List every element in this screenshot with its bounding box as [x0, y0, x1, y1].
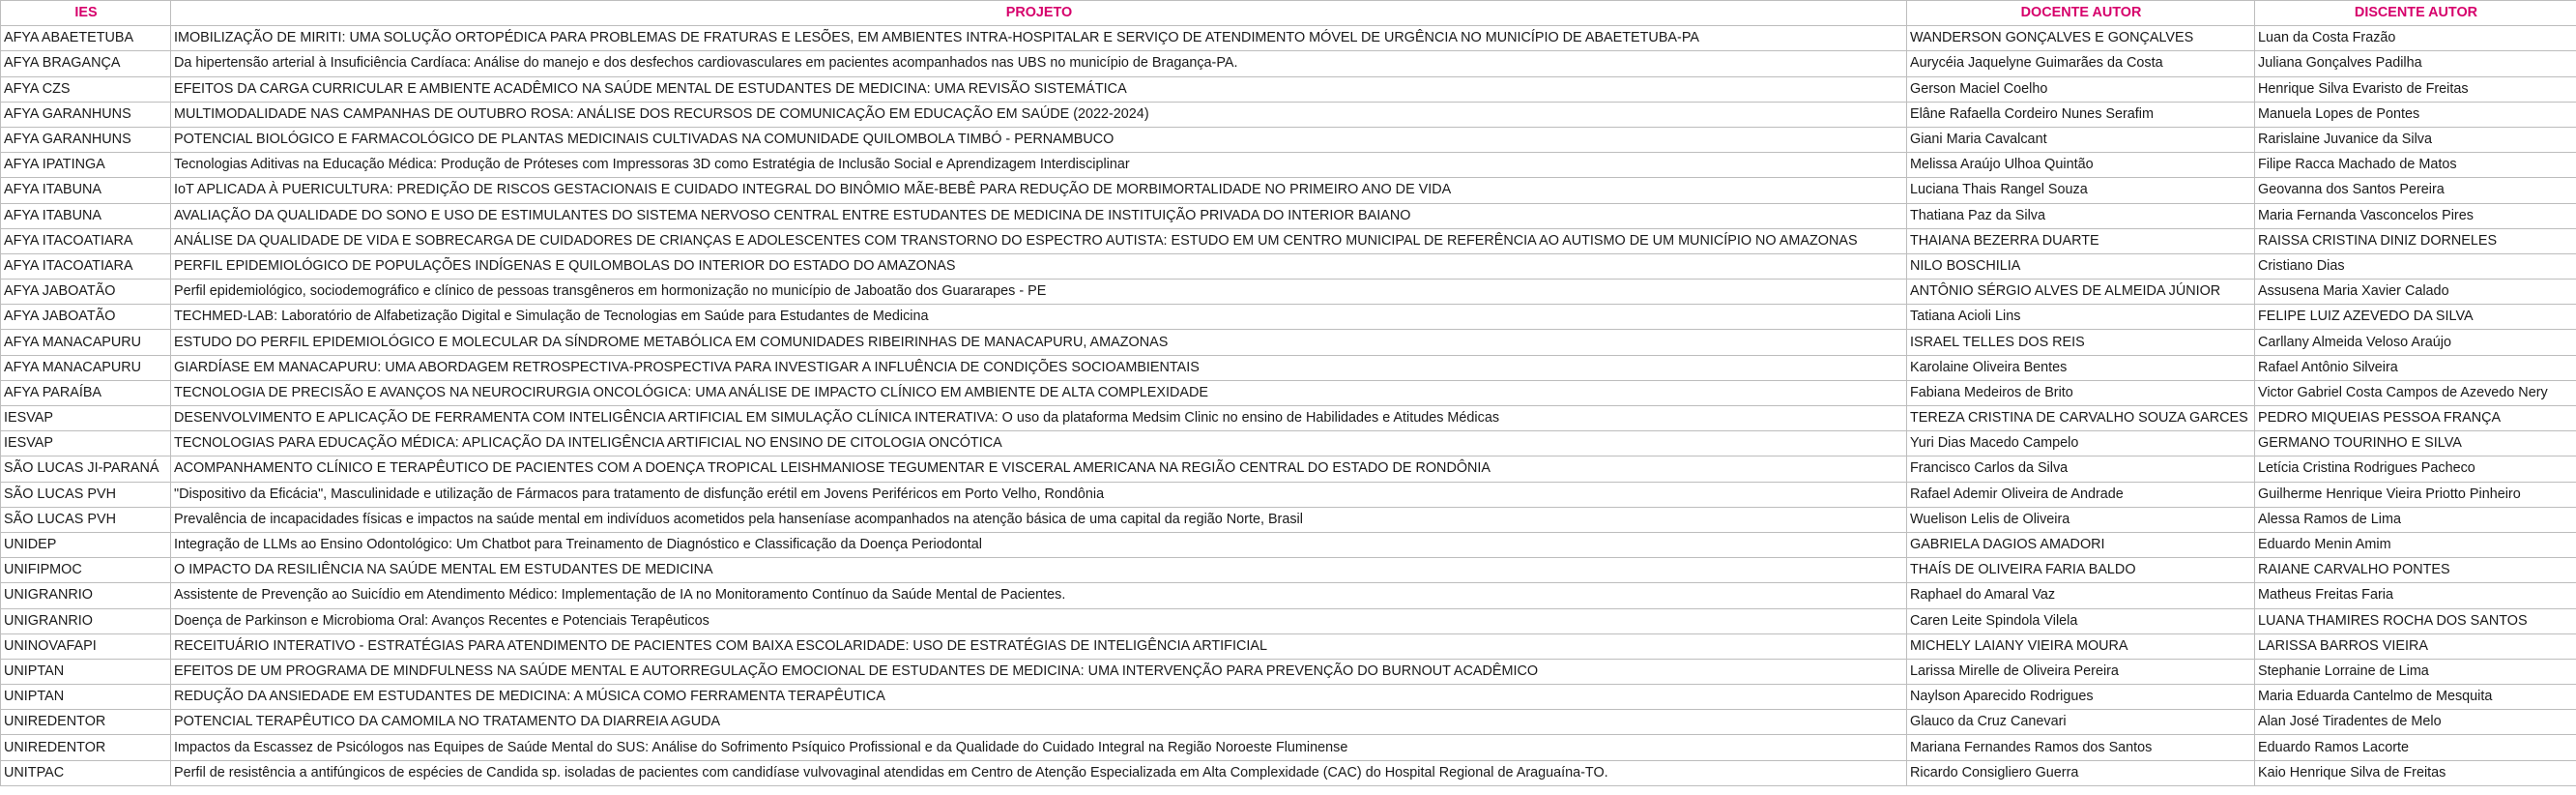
- table-row: [1, 330, 2576, 355]
- cell-ies[interactable]: IESVAP: [1, 431, 171, 456]
- cell-ies[interactable]: UNIREDENTOR: [1, 735, 171, 760]
- cell-docente[interactable]: Aurycéia Jaquelyne Guimarães da Costa: [1907, 51, 2255, 76]
- cell-discente[interactable]: Rarislaine Juvanice da Silva: [2255, 127, 2576, 152]
- cell-ies[interactable]: IESVAP: [1, 406, 171, 431]
- cell-projeto[interactable]: Perfil epidemiológico, sociodemográfico e clínico de pessoas transgêneros em hormonização no município de Jaboatão dos Guararapes - PE: [171, 280, 1907, 305]
- cell-discente[interactable]: Henrique Silva Evaristo de Freitas: [2255, 76, 2576, 102]
- cell-docente[interactable]: Wuelison Lelis de Oliveira: [1907, 507, 2255, 532]
- cell-discente[interactable]: RAIANE CARVALHO PONTES: [2255, 558, 2576, 583]
- cell-docente[interactable]: Gerson Maciel Coelho: [1907, 76, 2255, 102]
- cell-discente[interactable]: Kaio Henrique Silva de Freitas: [2255, 760, 2576, 785]
- table-row: [1, 305, 2576, 330]
- cell-projeto[interactable]: Integração de LLMs ao Ensino Odontológico: Um Chatbot para Treinamento de Diagnóstico e Classificação da Doença Periodontal: [171, 532, 1907, 557]
- cell-discente[interactable]: GERMANO TOURINHO E SILVA: [2255, 431, 2576, 456]
- column-header-projeto[interactable]: PROJETO: [171, 1, 1907, 26]
- cell-docente[interactable]: Elâne Rafaella Cordeiro Nunes Serafim: [1907, 102, 2255, 127]
- table-header: [1, 1, 2576, 26]
- cell-projeto[interactable]: ESTUDO DO PERFIL EPIDEMIOLÓGICO E MOLECULAR DA SÍNDROME METABÓLICA EM COMUNIDADES RIBEIRINHAS DE MANACAPURU, AMAZONAS: [171, 330, 1907, 355]
- table-row: [1, 532, 2576, 557]
- cell-ies[interactable]: AFYA IPATINGA: [1, 153, 171, 178]
- cell-ies[interactable]: AFYA ITACOATIARA: [1, 253, 171, 279]
- cell-ies[interactable]: AFYA JABOATÃO: [1, 305, 171, 330]
- cell-docente[interactable]: Caren Leite Spindola Vilela: [1907, 608, 2255, 633]
- table-row: [1, 406, 2576, 431]
- cell-docente[interactable]: Melissa Araújo Ulhoa Quintão: [1907, 153, 2255, 178]
- cell-docente[interactable]: Rafael Ademir Oliveira de Andrade: [1907, 482, 2255, 507]
- cell-projeto[interactable]: DESENVOLVIMENTO E APLICAÇÃO DE FERRAMENTA COM INTELIGÊNCIA ARTIFICIAL EM SIMULAÇÃO CLÍNICA INTERATIVA: O uso da plataforma Medsim Clinic no ensino de Habilidades e Atitudes Médicas: [171, 406, 1907, 431]
- cell-discente[interactable]: Filipe Racca Machado de Matos: [2255, 153, 2576, 178]
- cell-ies[interactable]: AFYA ITABUNA: [1, 203, 171, 228]
- cell-docente[interactable]: NILO BOSCHILIA: [1907, 253, 2255, 279]
- table-row: [1, 456, 2576, 482]
- cell-projeto[interactable]: "Dispositivo da Eficácia", Masculinidade e utilização de Fármacos para tratamento de disfunção erétil em Jovens Periféricos em Porto Velho, Rondônia: [171, 482, 1907, 507]
- cell-docente[interactable]: ISRAEL TELLES DOS REIS: [1907, 330, 2255, 355]
- cell-projeto[interactable]: MULTIMODALIDADE NAS CAMPANHAS DE OUTUBRO ROSA: ANÁLISE DOS RECURSOS DE COMUNICAÇÃO EM EDUCAÇÃO EM SAÚDE (2022-2024): [171, 102, 1907, 127]
- cell-docente[interactable]: Thatiana Paz da Silva: [1907, 203, 2255, 228]
- column-header-discente[interactable]: DISCENTE AUTOR: [2255, 1, 2576, 26]
- cell-discente[interactable]: Alessa Ramos de Lima: [2255, 507, 2576, 532]
- cell-projeto[interactable]: POTENCIAL TERAPÊUTICO DA CAMOMILA NO TRATAMENTO DA DIARREIA AGUDA: [171, 710, 1907, 735]
- table-row: [1, 51, 2576, 76]
- cell-docente[interactable]: Raphael do Amaral Vaz: [1907, 583, 2255, 608]
- cell-docente[interactable]: Fabiana Medeiros de Brito: [1907, 380, 2255, 405]
- table-row: [1, 178, 2576, 203]
- cell-ies[interactable]: UNIPTAN: [1, 659, 171, 684]
- cell-projeto[interactable]: Prevalência de incapacidades físicas e impactos na saúde mental em indivíduos acometidos pela hanseníase acompanhados na atenção básica de uma capital da região Norte, Brasil: [171, 507, 1907, 532]
- cell-ies[interactable]: AFYA GARANHUNS: [1, 127, 171, 152]
- cell-ies[interactable]: SÃO LUCAS PVH: [1, 507, 171, 532]
- cell-ies[interactable]: AFYA GARANHUNS: [1, 102, 171, 127]
- cell-ies[interactable]: UNIDEP: [1, 532, 171, 557]
- cell-projeto[interactable]: Perfil de resistência a antifúngicos de espécies de Candida sp. isoladas de pacientes com candidíase vulvovaginal atendidas em Centro de Atenção Especializada em Alta Complexidade (CAC) do Hospital Regional de Araguaína-TO.: [171, 760, 1907, 785]
- cell-ies[interactable]: AFYA BRAGANÇA: [1, 51, 171, 76]
- cell-projeto[interactable]: EFEITOS DE UM PROGRAMA DE MINDFULNESS NA SAÚDE MENTAL E AUTORREGULAÇÃO EMOCIONAL DE ESTUDANTES DE MEDICINA: UMA INTERVENÇÃO PARA PREVENÇÃO DO BURNOUT ACADÊMICO: [171, 659, 1907, 684]
- cell-docente[interactable]: Francisco Carlos da Silva: [1907, 456, 2255, 482]
- table-row: [1, 26, 2576, 51]
- cell-ies[interactable]: AFYA MANACAPURU: [1, 330, 171, 355]
- table-row: [1, 735, 2576, 760]
- cell-discente[interactable]: Cristiano Dias: [2255, 253, 2576, 279]
- cell-ies[interactable]: UNIREDENTOR: [1, 710, 171, 735]
- cell-projeto[interactable]: Da hipertensão arterial à Insuficiência Cardíaca: Análise do manejo e dos desfechos cardiovasculares em pacientes acompanhados nas UBS no município de Bragança-PA.: [171, 51, 1907, 76]
- cell-ies[interactable]: UNIGRANRIO: [1, 608, 171, 633]
- cell-discente[interactable]: Assusena Maria Xavier Calado: [2255, 280, 2576, 305]
- table-row: [1, 710, 2576, 735]
- cell-ies[interactable]: SÃO LUCAS PVH: [1, 482, 171, 507]
- table-row: [1, 659, 2576, 684]
- cell-discente[interactable]: Luan da Costa Frazão: [2255, 26, 2576, 51]
- cell-projeto[interactable]: IMOBILIZAÇÃO DE MIRITI: UMA SOLUÇÃO ORTOPÉDICA PARA PROBLEMAS DE FRATURAS E LESÕES, EM AMBIENTES INTRA-HOSPITALAR E SERVIÇO DE ATENDIMENTO MÓVEL DE URGÊNCIA NO MUNICÍPIO DE ABAETETUBA-PA: [171, 26, 1907, 51]
- cell-docente[interactable]: MICHELY LAIANY VIEIRA MOURA: [1907, 633, 2255, 659]
- cell-projeto[interactable]: PERFIL EPIDEMIOLÓGICO DE POPULAÇÕES INDÍGENAS E QUILOMBOLAS DO INTERIOR DO ESTADO DO AMAZONAS: [171, 253, 1907, 279]
- cell-docente[interactable]: THAÍS DE OLIVEIRA FARIA BALDO: [1907, 558, 2255, 583]
- cell-docente[interactable]: ANTÔNIO SÉRGIO ALVES DE ALMEIDA JÚNIOR: [1907, 280, 2255, 305]
- cell-projeto[interactable]: EFEITOS DA CARGA CURRICULAR E AMBIENTE ACADÊMICO NA SAÚDE MENTAL DE ESTUDANTES DE MEDICINA: UMA REVISÃO SISTEMÁTICA: [171, 76, 1907, 102]
- cell-discente[interactable]: Carllany Almeida Veloso Araújo: [2255, 330, 2576, 355]
- cell-discente[interactable]: Letícia Cristina Rodrigues Pacheco: [2255, 456, 2576, 482]
- cell-discente[interactable]: Eduardo Ramos Lacorte: [2255, 735, 2576, 760]
- cell-ies[interactable]: AFYA ITACOATIARA: [1, 228, 171, 253]
- cell-discente[interactable]: Stephanie Lorraine de Lima: [2255, 659, 2576, 684]
- cell-discente[interactable]: Eduardo Menin Amim: [2255, 532, 2576, 557]
- table-row: [1, 280, 2576, 305]
- table-row: [1, 355, 2576, 380]
- cell-ies[interactable]: AFYA ITABUNA: [1, 178, 171, 203]
- cell-ies[interactable]: AFYA MANACAPURU: [1, 355, 171, 380]
- table-row: [1, 127, 2576, 152]
- cell-ies[interactable]: UNITPAC: [1, 760, 171, 785]
- cell-projeto[interactable]: TECNOLOGIA DE PRECISÃO E AVANÇOS NA NEUROCIRURGIA ONCOLÓGICA: UMA ANÁLISE DE IMPACTO CLÍNICO EM AMBIENTE DE ALTA COMPLEXIDADE: [171, 380, 1907, 405]
- cell-docente[interactable]: Luciana Thais Rangel Souza: [1907, 178, 2255, 203]
- table-row: [1, 507, 2576, 532]
- cell-docente[interactable]: Larissa Mirelle de Oliveira Pereira: [1907, 659, 2255, 684]
- cell-ies[interactable]: AFYA PARAÍBA: [1, 380, 171, 405]
- table-row: [1, 76, 2576, 102]
- header-row: [1, 1, 2576, 26]
- table-row: [1, 583, 2576, 608]
- cell-ies[interactable]: AFYA ABAETETUBA: [1, 26, 171, 51]
- cell-discente[interactable]: FELIPE LUIZ AZEVEDO DA SILVA: [2255, 305, 2576, 330]
- cell-ies[interactable]: UNIFIPMOC: [1, 558, 171, 583]
- table-row: [1, 228, 2576, 253]
- cell-docente[interactable]: THAIANA BEZERRA DUARTE: [1907, 228, 2255, 253]
- cell-discente[interactable]: Matheus Freitas Faria: [2255, 583, 2576, 608]
- cell-docente[interactable]: Tatiana Acioli Lins: [1907, 305, 2255, 330]
- cell-docente[interactable]: Ricardo Consigliero Guerra: [1907, 760, 2255, 785]
- cell-docente[interactable]: Yuri Dias Macedo Campelo: [1907, 431, 2255, 456]
- cell-docente[interactable]: Glauco da Cruz Canevari: [1907, 710, 2255, 735]
- cell-ies[interactable]: AFYA JABOATÃO: [1, 280, 171, 305]
- cell-projeto[interactable]: Assistente de Prevenção ao Suicídio em Atendimento Médico: Implementação de IA no Monitoramento Contínuo da Saúde Mental de Pacientes.: [171, 583, 1907, 608]
- cell-ies[interactable]: UNIPTAN: [1, 685, 171, 710]
- cell-docente[interactable]: Mariana Fernandes Ramos dos Santos: [1907, 735, 2255, 760]
- table-row: [1, 253, 2576, 279]
- cell-projeto[interactable]: TECHMED-LAB: Laboratório de Alfabetização Digital e Simulação de Tecnologias em Saúde para Estudantes de Medicina: [171, 305, 1907, 330]
- table-row: [1, 608, 2576, 633]
- table-row: [1, 558, 2576, 583]
- cell-projeto[interactable]: RECEITUÁRIO INTERATIVO - ESTRATÉGIAS PARA ATENDIMENTO DE PACIENTES COM BAIXA ESCOLARIDADE: USO DE ESTRATÉGIAS DE INTELIGÊNCIA ARTIFICIAL: [171, 633, 1907, 659]
- cell-discente[interactable]: LUANA THAMIRES ROCHA DOS SANTOS: [2255, 608, 2576, 633]
- cell-discente[interactable]: Victor Gabriel Costa Campos de Azevedo Nery: [2255, 380, 2576, 405]
- column-header-docente[interactable]: DOCENTE AUTOR: [1907, 1, 2255, 26]
- cell-discente[interactable]: Maria Fernanda Vasconcelos Pires: [2255, 203, 2576, 228]
- cell-discente[interactable]: Geovanna dos Santos Pereira: [2255, 178, 2576, 203]
- cell-projeto[interactable]: Doença de Parkinson e Microbioma Oral: Avanços Recentes e Potenciais Terapêuticos: [171, 608, 1907, 633]
- cell-docente[interactable]: Naylson Aparecido Rodrigues: [1907, 685, 2255, 710]
- cell-projeto[interactable]: TECNOLOGIAS PARA EDUCAÇÃO MÉDICA: APLICAÇÃO DA INTELIGÊNCIA ARTIFICIAL NO ENSINO DE CITOLOGIA ONCÓTICA: [171, 431, 1907, 456]
- cell-discente[interactable]: PEDRO MIQUEIAS PESSOA FRANÇA: [2255, 406, 2576, 431]
- table-row: [1, 482, 2576, 507]
- table-body: [1, 26, 2576, 786]
- table-row: [1, 685, 2576, 710]
- table-row: [1, 633, 2576, 659]
- table-row: [1, 203, 2576, 228]
- cell-projeto[interactable]: IoT APLICADA À PUERICULTURA: PREDIÇÃO DE RISCOS GESTACIONAIS E CUIDADO INTEGRAL DO BINÔMIO MÃE-BEBÊ PARA REDUÇÃO DE MORBIMORTALIDADE NO PRIMEIRO ANO DE VIDA: [171, 178, 1907, 203]
- cell-discente[interactable]: LARISSA BARROS VIEIRA: [2255, 633, 2576, 659]
- cell-projeto[interactable]: REDUÇÃO DA ANSIEDADE EM ESTUDANTES DE MEDICINA: A MÚSICA COMO FERRAMENTA TERAPÊUTICA: [171, 685, 1907, 710]
- column-header-ies[interactable]: IES: [1, 1, 171, 26]
- cell-docente[interactable]: WANDERSON GONÇALVES E GONÇALVES: [1907, 26, 2255, 51]
- cell-projeto[interactable]: AVALIAÇÃO DA QUALIDADE DO SONO E USO DE ESTIMULANTES DO SISTEMA NERVOSO CENTRAL ENTRE ESTUDANTES DE MEDICINA DE INSTITUIÇÃO PRIVADA DO INTERIOR BAIANO: [171, 203, 1907, 228]
- cell-projeto[interactable]: O IMPACTO DA RESILIÊNCIA NA SAÚDE MENTAL EM ESTUDANTES DE MEDICINA: [171, 558, 1907, 583]
- cell-docente[interactable]: TEREZA CRISTINA DE CARVALHO SOUZA GARCES: [1907, 406, 2255, 431]
- cell-projeto[interactable]: ACOMPANHAMENTO CLÍNICO E TERAPÊUTICO DE PACIENTES COM A DOENÇA TROPICAL LEISHMANIOSE TEGUMENTAR E VISCERAL AMERICANA NA REGIÃO CENTRAL DO ESTADO DE RONDÔNIA: [171, 456, 1907, 482]
- cell-discente[interactable]: Guilherme Henrique Vieira Priotto Pinheiro: [2255, 482, 2576, 507]
- cell-discente[interactable]: Alan José Tiradentes de Melo: [2255, 710, 2576, 735]
- table-row: [1, 431, 2576, 456]
- table-row: [1, 380, 2576, 405]
- cell-projeto[interactable]: POTENCIAL BIOLÓGICO E FARMACOLÓGICO DE PLANTAS MEDICINAIS CULTIVADAS NA COMUNIDADE QUILOMBOLA TIMBÓ - PERNAMBUCO: [171, 127, 1907, 152]
- table-row: [1, 102, 2576, 127]
- cell-ies[interactable]: AFYA CZS: [1, 76, 171, 102]
- cell-discente[interactable]: Juliana Gonçalves Padilha: [2255, 51, 2576, 76]
- cell-discente[interactable]: Rafael Antônio Silveira: [2255, 355, 2576, 380]
- cell-docente[interactable]: Karolaine Oliveira Bentes: [1907, 355, 2255, 380]
- cell-docente[interactable]: GABRIELA DAGIOS AMADORI: [1907, 532, 2255, 557]
- cell-docente[interactable]: Giani Maria Cavalcant: [1907, 127, 2255, 152]
- table-row: [1, 760, 2576, 785]
- cell-ies[interactable]: SÃO LUCAS JI-PARANÁ: [1, 456, 171, 482]
- table-row: [1, 153, 2576, 178]
- cell-projeto[interactable]: Tecnologias Aditivas na Educação Médica: Produção de Próteses com Impressoras 3D como Estratégia de Inclusão Social e Aprendizagem Interdisciplinar: [171, 153, 1907, 178]
- cell-ies[interactable]: UNINOVAFAPI: [1, 633, 171, 659]
- cell-projeto[interactable]: Impactos da Escassez de Psicólogos nas Equipes de Saúde Mental do SUS: Análise do Sofrimento Psíquico Profissional e da Qualidade do Cuidado Integral na Região Noroeste Fluminense: [171, 735, 1907, 760]
- cell-ies[interactable]: UNIGRANRIO: [1, 583, 171, 608]
- cell-projeto[interactable]: GIARDÍASE EM MANACAPURU: UMA ABORDAGEM RETROSPECTIVA-PROSPECTIVA PARA INVESTIGAR A INFLUÊNCIA DE CONDIÇÕES SOCIOAMBIENTAIS: [171, 355, 1907, 380]
- cell-projeto[interactable]: ANÁLISE DA QUALIDADE DE VIDA E SOBRECARGA DE CUIDADORES DE CRIANÇAS E ADOLESCENTES COM TRANSTORNO DO ESPECTRO AUTISTA: ESTUDO EM UM CENTRO MUNICIPAL DE REFERÊNCIA AO AUTISMO DE UM MUNICÍPIO NO AMAZONAS: [171, 228, 1907, 253]
- cell-discente[interactable]: Manuela Lopes de Pontes: [2255, 102, 2576, 127]
- cell-discente[interactable]: Maria Eduarda Cantelmo de Mesquita: [2255, 685, 2576, 710]
- cell-discente[interactable]: RAISSA CRISTINA DINIZ DORNELES: [2255, 228, 2576, 253]
